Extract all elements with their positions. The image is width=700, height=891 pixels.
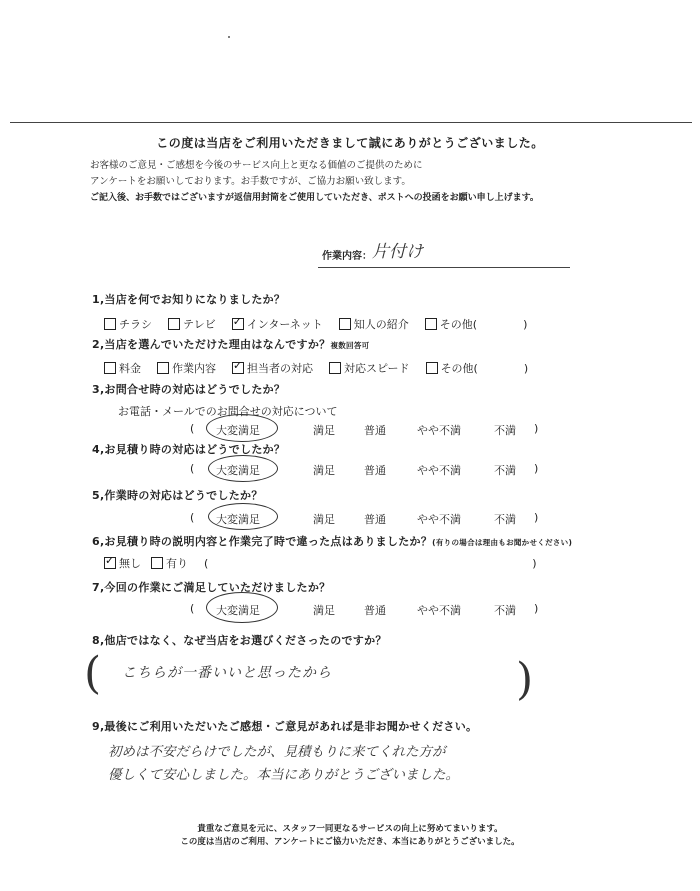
question-4: 4,お見積り時の対応はどうでしたか？ — [92, 443, 286, 456]
close-paren: ) — [523, 317, 528, 331]
question-2 — [92, 336, 369, 352]
checkbox[interactable] — [104, 318, 116, 330]
question-7: 7,今回の作業にご満足していただけましたか？ — [92, 581, 331, 594]
work-value: 片付け — [372, 242, 423, 262]
q8-answer: こちらが一番いいと思ったから — [122, 665, 332, 681]
scale-option[interactable]: やや不満 — [417, 604, 461, 617]
scale-option[interactable]: 不満 — [494, 424, 516, 437]
option-label: 有り — [166, 557, 188, 570]
scale-close: ) — [534, 422, 539, 435]
footer-line-2: この度は当店のご利用、アンケートにご協力いただき、本当にありがとうございました。 — [180, 837, 520, 847]
checkbox-checked[interactable] — [232, 318, 244, 330]
q2-option[interactable] — [329, 360, 410, 376]
question-3: 3,お問合せ時の対応はどうでしたか？ — [92, 383, 286, 396]
page-title: この度は当店をご利用いただきまして誠にありがとうございました。 — [156, 136, 544, 150]
scale-option[interactable]: 満足 — [313, 513, 335, 526]
scale-option-selected[interactable]: 大変満足 — [216, 464, 260, 477]
scale-option[interactable]: 普通 — [364, 604, 386, 617]
scale-option-selected[interactable]: 大変満足 — [216, 424, 260, 437]
scale-option[interactable]: やや不満 — [417, 513, 461, 526]
q2-option[interactable] — [232, 360, 313, 376]
q6-option[interactable] — [151, 555, 188, 571]
q2-options — [104, 360, 528, 376]
option-label: インターネット — [246, 318, 323, 331]
q2-option[interactable] — [157, 360, 216, 376]
checkbox-checked[interactable] — [104, 557, 116, 569]
q6-option[interactable] — [104, 555, 141, 571]
scale-open: ( — [190, 602, 195, 615]
question-9: 9,最後にご利用いただいたご感想・ご意見があれば是非お聞かせください。 — [92, 720, 478, 733]
question-text: 2,当店を選んでいただけた理由はなんですか？ — [92, 338, 331, 351]
checkbox[interactable] — [426, 362, 438, 374]
q2-option[interactable] — [426, 360, 529, 376]
scale-close: ) — [534, 462, 539, 475]
question-sub: (有りの場合は理由もお聞かせください) — [432, 538, 573, 547]
q6-close-paren: ) — [532, 556, 537, 570]
q6-open-paren: ( — [204, 556, 209, 570]
q9-answer-line-2: 優しくて安心しました。本当にありがとうございました。 — [108, 767, 459, 783]
selection-circle — [208, 455, 278, 482]
question-sub: 複数回答可 — [330, 341, 370, 350]
intro-line-2: アンケートをお願いしております。お手数ですが、ご協力お願い致します。 — [90, 176, 411, 187]
scale-option[interactable]: 普通 — [364, 424, 386, 437]
top-divider — [10, 122, 692, 123]
option-label: その他( — [439, 318, 478, 331]
selection-circle — [208, 503, 278, 530]
scale-option[interactable]: 普通 — [364, 464, 386, 477]
q1-option[interactable] — [339, 316, 409, 332]
q2-option[interactable] — [104, 360, 141, 376]
q1-option[interactable] — [232, 316, 323, 332]
option-label: 知人の紹介 — [353, 318, 409, 331]
question-5: 5,作業時の対応はどうでしたか？ — [92, 489, 263, 502]
scale-option[interactable]: 満足 — [313, 604, 335, 617]
q1-options — [104, 316, 527, 332]
footer-line-1: 貴重なご意見を元に、スタッフ一同更なるサービスの向上に努めてまいります。 — [197, 824, 503, 834]
scale-close: ) — [534, 511, 539, 524]
question-1: 1,当店を何でお知りになりましたか？ — [92, 293, 286, 306]
checkbox-checked[interactable] — [232, 362, 244, 374]
work-label: 作業内容： — [322, 251, 372, 262]
scale-option[interactable]: 不満 — [494, 513, 516, 526]
checkbox[interactable] — [168, 318, 180, 330]
scale-option[interactable]: やや不満 — [417, 464, 461, 477]
q6-options — [104, 555, 537, 571]
q1-option[interactable] — [104, 316, 152, 332]
option-label: チラシ — [119, 318, 152, 331]
checkbox[interactable] — [151, 557, 163, 569]
selection-circle — [206, 592, 278, 623]
option-label: 料金 — [119, 362, 141, 375]
scale-open: ( — [190, 422, 195, 435]
selection-circle — [206, 414, 278, 442]
checkbox[interactable] — [425, 318, 437, 330]
q1-option[interactable] — [425, 316, 528, 332]
option-label: 無し — [119, 557, 141, 570]
work-underline — [318, 267, 570, 268]
scale-option-selected[interactable]: 大変満足 — [216, 513, 260, 526]
scale-option[interactable]: やや不満 — [417, 424, 461, 437]
checkbox[interactable] — [339, 318, 351, 330]
answer-close-paren: ) — [516, 654, 534, 705]
option-label: 作業内容 — [172, 362, 216, 375]
option-label: 担当者の対応 — [247, 362, 313, 375]
q1-option[interactable] — [168, 316, 216, 332]
scale-option[interactable]: 満足 — [313, 424, 335, 437]
option-label: その他( — [440, 362, 478, 375]
q3-note: お電話・メールでのお問合せの対応について — [118, 405, 338, 418]
answer-open-paren: ( — [84, 648, 102, 699]
option-label: 対応スピード — [344, 362, 410, 375]
scale-option-selected[interactable]: 大変満足 — [216, 604, 260, 617]
scale-option[interactable]: 不満 — [494, 464, 516, 477]
checkbox[interactable] — [157, 362, 169, 374]
intro-line-1: お客様のご意見・ご感想を今後のサービス向上と更なる価値のご提供のために — [90, 160, 423, 171]
scale-open: ( — [190, 511, 195, 524]
q9-answer-line-1: 初めは不安だらけでしたが、見積もりに来てくれた方が — [108, 744, 446, 760]
checkbox[interactable] — [104, 362, 116, 374]
intro-line-3: ご記入後、お手数ではございますが返信用封筒をご使用していただき、ポストへの投函をお願い申し上げます。 — [90, 193, 539, 203]
scale-option[interactable]: 満足 — [313, 464, 335, 477]
close-paren: ) — [523, 361, 529, 375]
option-label: テレビ — [183, 318, 216, 331]
scale-option[interactable]: 普通 — [364, 513, 386, 526]
question-8: 8,他店ではなく、なぜ当店をお選びくださったのですか？ — [92, 634, 387, 647]
checkbox[interactable] — [329, 362, 341, 374]
scale-open: ( — [190, 462, 195, 475]
scale-close: ) — [534, 602, 539, 615]
question-6 — [92, 533, 572, 549]
question-text: 6,お見積り時の説明内容と作業完了時で違った点はありましたか？ — [92, 535, 433, 548]
speck — [228, 36, 230, 38]
scale-option[interactable]: 不満 — [494, 604, 516, 617]
